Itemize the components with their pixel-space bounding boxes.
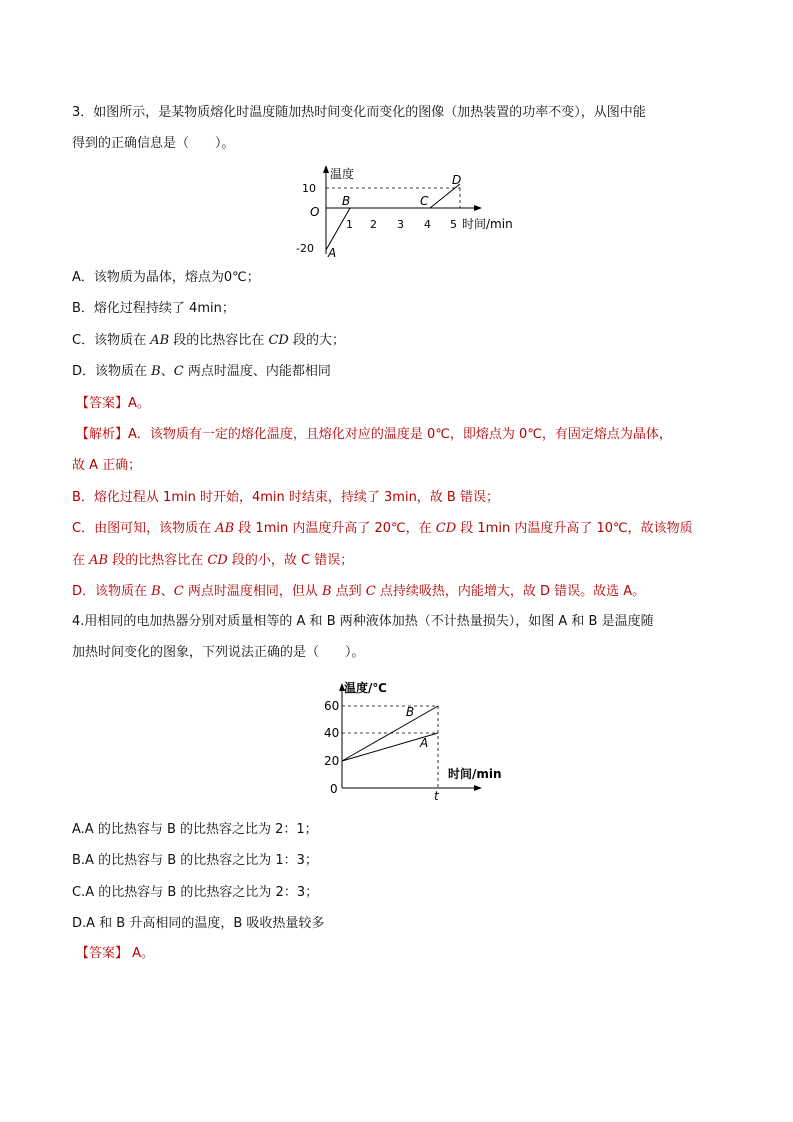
q3-option-c-ab: AB xyxy=(150,333,170,348)
q4-option-a: A.A 的比热容与 B 的比热容之比为 2：1； xyxy=(72,822,318,837)
q3-point-c: C xyxy=(420,194,429,208)
q4-heating-chart xyxy=(310,676,510,806)
q3-answer-tag: 【答案】 xyxy=(76,396,129,411)
q3-x-arrow xyxy=(474,205,482,211)
q3-ytick-neg20: -20 xyxy=(296,242,314,255)
q3-analysis-l6-b: B xyxy=(151,584,161,599)
q4-option-b: B.A 的比热容与 B 的比热容之比为 1：3； xyxy=(72,853,318,868)
q4-xtick-t: t xyxy=(434,789,439,803)
q3-answer xyxy=(76,396,150,412)
q4-stem-line1: 4.用相同的电加热器分别对质量相等的 A 和 B 两种液体加热（不计热量损失），如图 A 和 B 是温度随 xyxy=(72,614,654,629)
q3-option-d-post: 两点时温度、内能都相同 xyxy=(183,364,331,379)
q3-melting-chart xyxy=(290,162,540,262)
q4-ytick-40: 40 xyxy=(324,726,340,740)
q3-xtick-5: 5 xyxy=(450,218,457,231)
q3-xtick-2: 2 xyxy=(370,218,377,231)
q3-option-c xyxy=(72,333,345,349)
q4-ytick-0: 0 xyxy=(330,782,338,796)
q4-x-arrow xyxy=(474,785,482,791)
q3-option-d-sep: 、 xyxy=(160,364,174,379)
q3-point-b: B xyxy=(342,194,351,208)
q3-option-c-mid: 段的比热容比在 xyxy=(169,333,269,348)
q3-option-d-b: B xyxy=(151,364,161,379)
q3-analysis-l1-text: A．该物质有一定的熔化温度，且熔化对应的温度是 0℃，即熔点为 0℃，有固定熔点为晶体， xyxy=(128,427,672,442)
q3-analysis-l4-post: 段 1min 内温度升高了 10℃，故该物质 xyxy=(456,521,693,536)
q3-option-c-pre: C．该物质在 xyxy=(72,333,151,348)
q3-analysis-l6 xyxy=(72,584,645,600)
q3-option-b: B．熔化过程持续了 4min； xyxy=(72,301,235,316)
q3-analysis-l6-c: C xyxy=(173,584,184,599)
q3-analysis-l3: B．熔化过程从 1min 时开始，4min 时结束，持续了 3min，故 B 错误； xyxy=(72,490,499,505)
q3-stem-line2: 得到的正确信息是（ ）。 xyxy=(72,136,235,151)
q3-analysis-l5-cd: CD xyxy=(207,553,228,568)
q3-analysis-l1 xyxy=(76,427,672,443)
q3-xlabel: 时间/min xyxy=(462,217,513,231)
q4-xlabel: 时间/min xyxy=(448,767,502,781)
q3-y-arrow xyxy=(323,165,329,173)
q3-analysis-l6-mid: 两点时温度相同，但从 xyxy=(183,584,322,599)
q3-answer-text: A。 xyxy=(128,396,150,411)
q3-stem-line1: 3．如图所示，是某物质熔化时温度随加热时间变化而变化的图像（加热装置的功率不变），从图中能 xyxy=(72,105,646,120)
q4-ytick-60: 60 xyxy=(324,699,340,713)
q3-analysis-l4-pre: C．由图可知，该物质在 xyxy=(72,521,216,536)
q4-stem-line2: 加热时间变化的图象，下列说法正确的是（ ）。 xyxy=(72,645,365,660)
q4-ylabel: 温度/℃ xyxy=(344,681,387,695)
q4-option-d: D.A 和 B 升高相同的温度，B 吸收热量较多 xyxy=(72,916,325,931)
q3-option-c-post: 段的大； xyxy=(288,333,345,348)
q3-analysis-l6-pre: D．该物质在 xyxy=(72,584,152,599)
q3-analysis-l6-c2: C xyxy=(365,584,376,599)
q3-ytick-10: 10 xyxy=(302,182,316,195)
q3-analysis-l6-b2: B xyxy=(321,584,332,599)
q3-analysis-l6-mid2: 点到 xyxy=(331,584,366,599)
q3-analysis-tag: 【解析】 xyxy=(76,427,129,442)
q3-xtick-3: 3 xyxy=(397,218,404,231)
q4-option-c: C.A 的比热容与 B 的比热容之比为 2：3； xyxy=(72,885,319,900)
q3-analysis-l6-post: 点持续吸热，内能增大，故 D 错误。故选 A。 xyxy=(375,584,646,599)
q3-option-a: A．该物质为晶体，熔点为0℃； xyxy=(72,270,260,285)
q4-answer-text: A。 xyxy=(128,946,155,961)
q3-analysis-l2: 故 A 正确； xyxy=(72,458,142,473)
q3-analysis-l4-cd: CD xyxy=(435,521,457,536)
q4-line-b xyxy=(342,706,438,761)
q3-ylabel: 温度 xyxy=(330,167,355,181)
q3-analysis-l5 xyxy=(72,553,353,569)
q3-option-d-pre: D．该物质在 xyxy=(72,364,152,379)
q4-label-b: B xyxy=(406,705,415,719)
q3-point-d: D xyxy=(452,173,462,187)
q4-answer-tag: 【答案】 xyxy=(76,946,129,961)
q3-xtick-4: 4 xyxy=(424,218,431,231)
q3-option-d-c: C xyxy=(173,364,184,379)
q3-analysis-l4 xyxy=(72,521,693,537)
q4-ytick-20: 20 xyxy=(324,754,340,768)
q4-label-a: A xyxy=(420,736,429,750)
q3-origin: O xyxy=(310,205,320,219)
q4-answer xyxy=(76,946,154,962)
q3-xtick-1: 1 xyxy=(346,218,353,231)
q3-analysis-l5-post: 段的小，故 C 错误； xyxy=(227,553,354,568)
q3-option-d xyxy=(72,364,331,380)
q3-analysis-l5-pre: 在 xyxy=(72,553,90,568)
q3-analysis-l5-mid: 段的比热容比在 xyxy=(108,553,208,568)
q3-analysis-l6-sep: 、 xyxy=(160,584,174,599)
q3-point-a: A xyxy=(328,246,337,260)
q3-analysis-l4-mid1: 段 1min 内温度升高了 20℃，在 xyxy=(234,521,436,536)
q3-option-c-cd: CD xyxy=(268,333,289,348)
q3-analysis-l4-ab: AB xyxy=(215,521,235,536)
q3-analysis-l5-ab: AB xyxy=(89,553,109,568)
